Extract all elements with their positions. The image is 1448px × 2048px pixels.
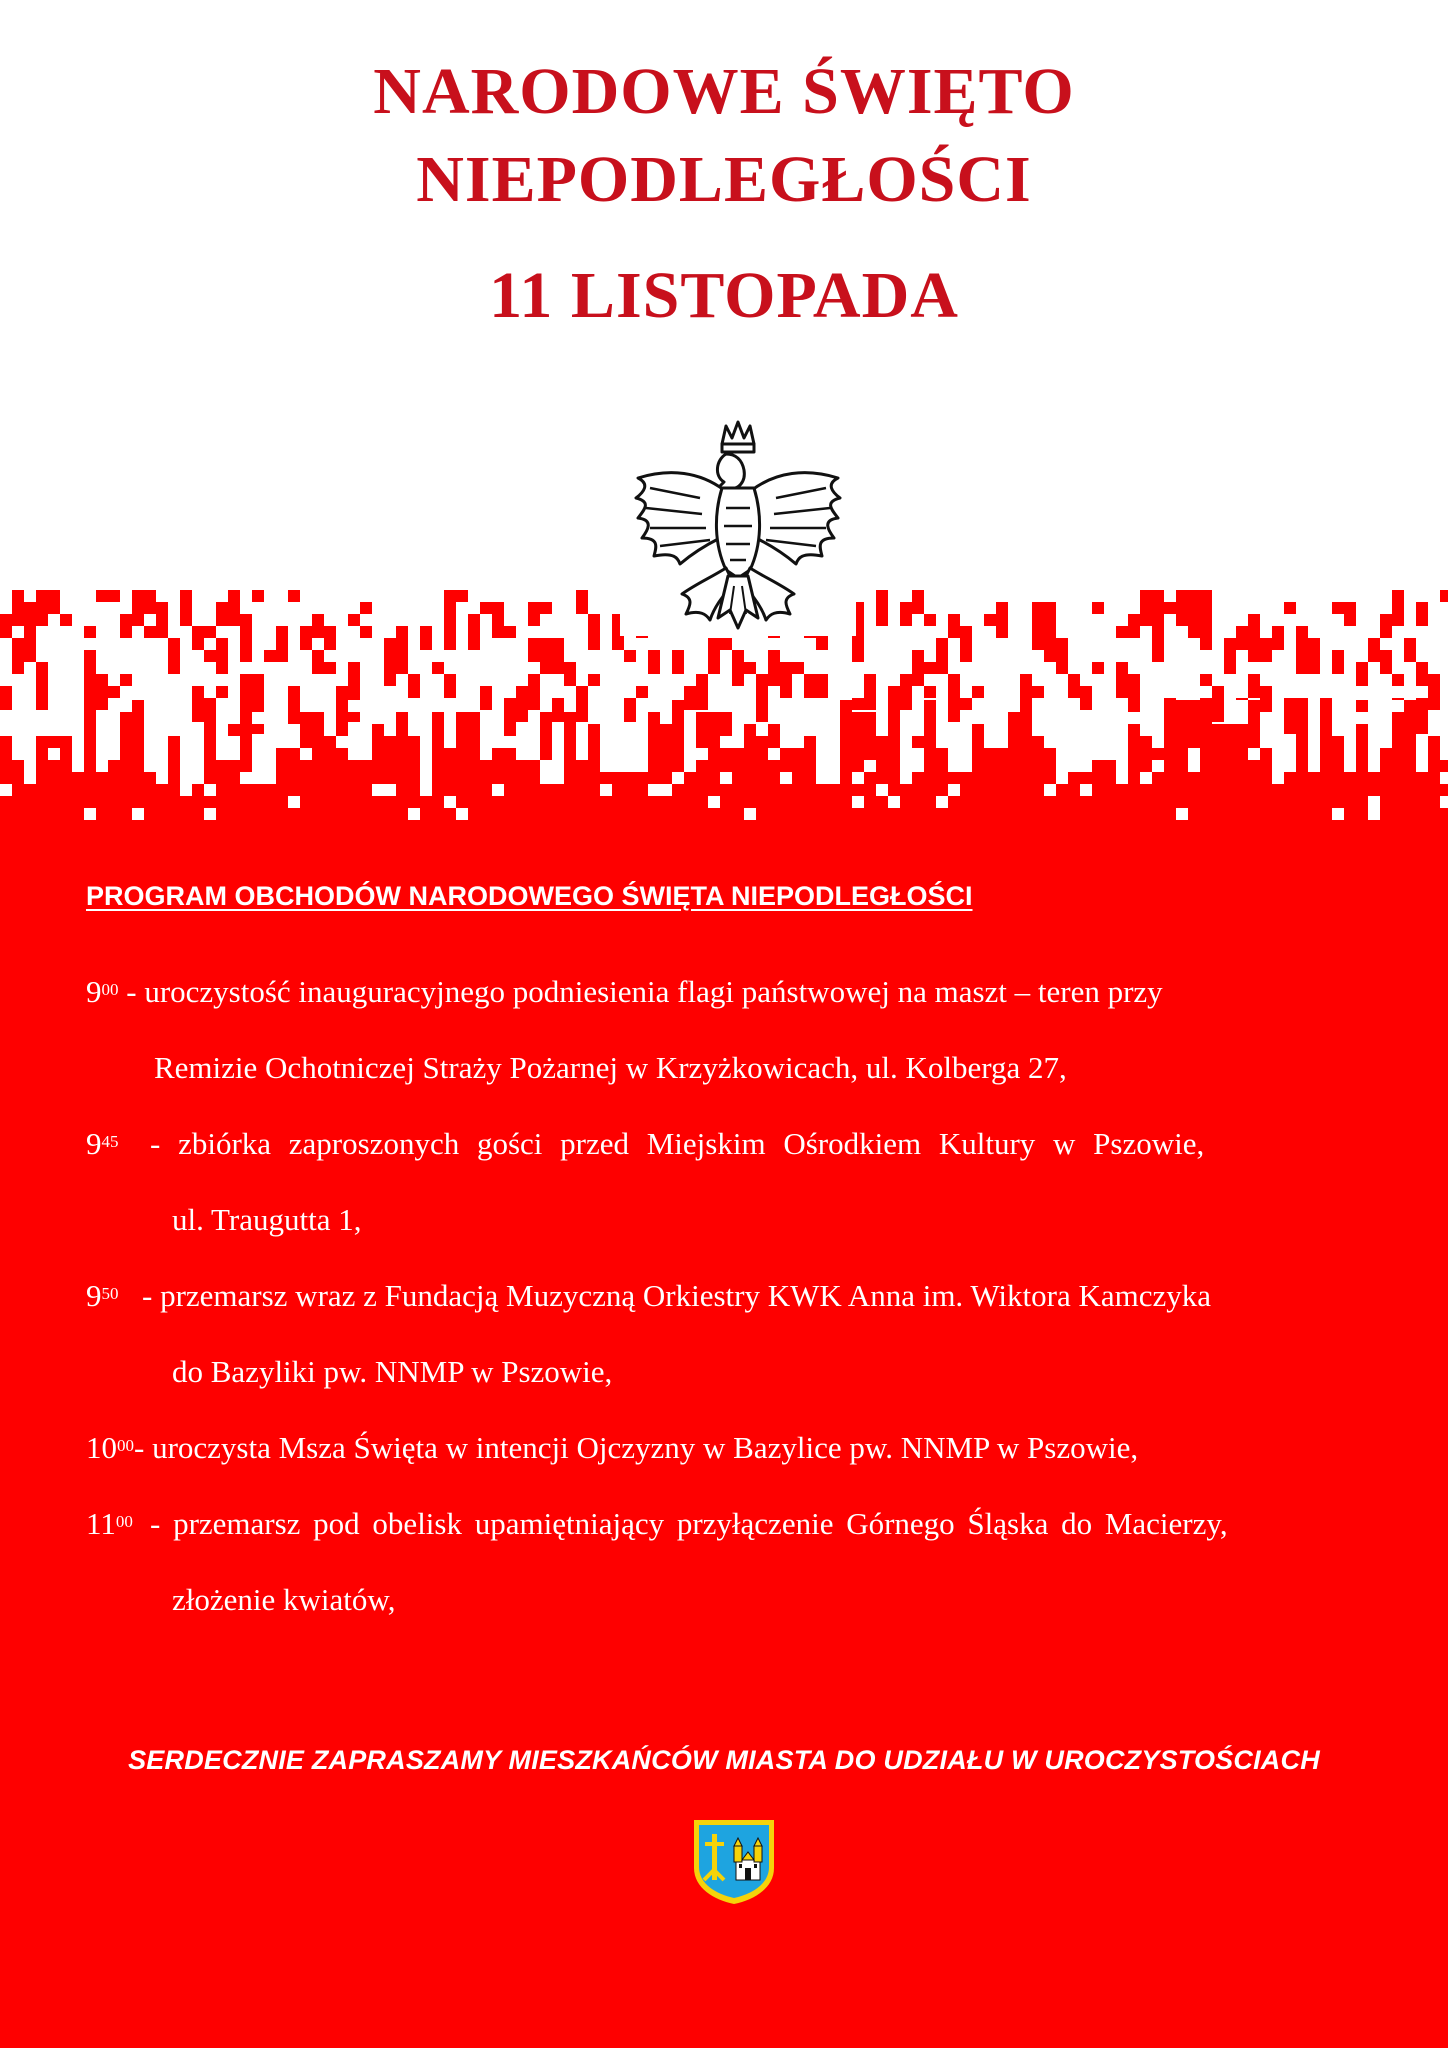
event-date: 11 LISTOPADA <box>489 259 959 332</box>
program-item-3-line-2: do Bazyliki pw. NNMP w Pszowie, <box>172 1354 613 1389</box>
program-item-5-text: - przemarsz pod obelisk upamiętniający przyłączenie Górnego Śląska do Macierzy, <box>150 1506 1228 1541</box>
title-line-1: NARODOWE ŚWIĘTO <box>373 55 1075 128</box>
program-item-5-line-2: złożenie kwiatów, <box>172 1582 396 1617</box>
program-item-3-text: - przemarsz wraz z Fundacją Muzyczną Orkiestry KWK Anna im. Wiktora Kamczyka <box>142 1278 1211 1313</box>
program-item-1-line-1 <box>86 972 1380 1012</box>
polish-white-eagle-icon <box>630 418 846 632</box>
program-item-4-line-1 <box>86 1428 1380 1468</box>
program-item-1-text: - uroczystość inauguracyjnego podniesienia flagi państwowej na maszt – teren przy <box>118 974 1163 1009</box>
program-item-2-line-2: ul. Traugutta 1, <box>172 1202 362 1237</box>
invitation-text: SERDECZNIE ZAPRASZAMY MIESZKAŃCÓW MIASTA DO UDZIAŁU W UROCZYSTOŚCIACH <box>128 1745 1320 1775</box>
program-heading: PROGRAM OBCHODÓW NARODOWEGO ŚWIĘTA NIEPODLEGŁOŚCI <box>86 881 973 911</box>
program-item-2-line-1 <box>86 1124 1380 1164</box>
program-item-4-text: - uroczysta Msza Święta w intencji Ojczyzny w Bazylice pw. NNMP w Pszowie, <box>134 1430 1139 1465</box>
title-line-2: NIEPODLEGŁOŚCI <box>416 143 1032 216</box>
program-item-3-time: $9^{50}$ <box>86 1278 119 1313</box>
program-item-3-line-1 <box>86 1276 1380 1316</box>
program-item-5-time: $11^{00}$ <box>86 1506 133 1541</box>
program-item-1-time: $9^{00}$ <box>86 974 119 1009</box>
program-item-1-line-2: Remizie Ochotniczej Straży Pożarnej w Krzyżkowicach, ul. Kolberga 27, <box>154 1050 1067 1085</box>
program-item-2-text: - zbiórka zaproszonych gości przed Miejskim Ośrodkiem Kultury w Pszowie, <box>150 1126 1205 1161</box>
program-item-5-line-1 <box>86 1504 1380 1544</box>
program-item-2-time: $9^{45}$ <box>86 1126 119 1161</box>
program-item-4-time: $10^{00}$ <box>86 1430 134 1465</box>
town-coat-of-arms-icon <box>690 1816 778 1906</box>
